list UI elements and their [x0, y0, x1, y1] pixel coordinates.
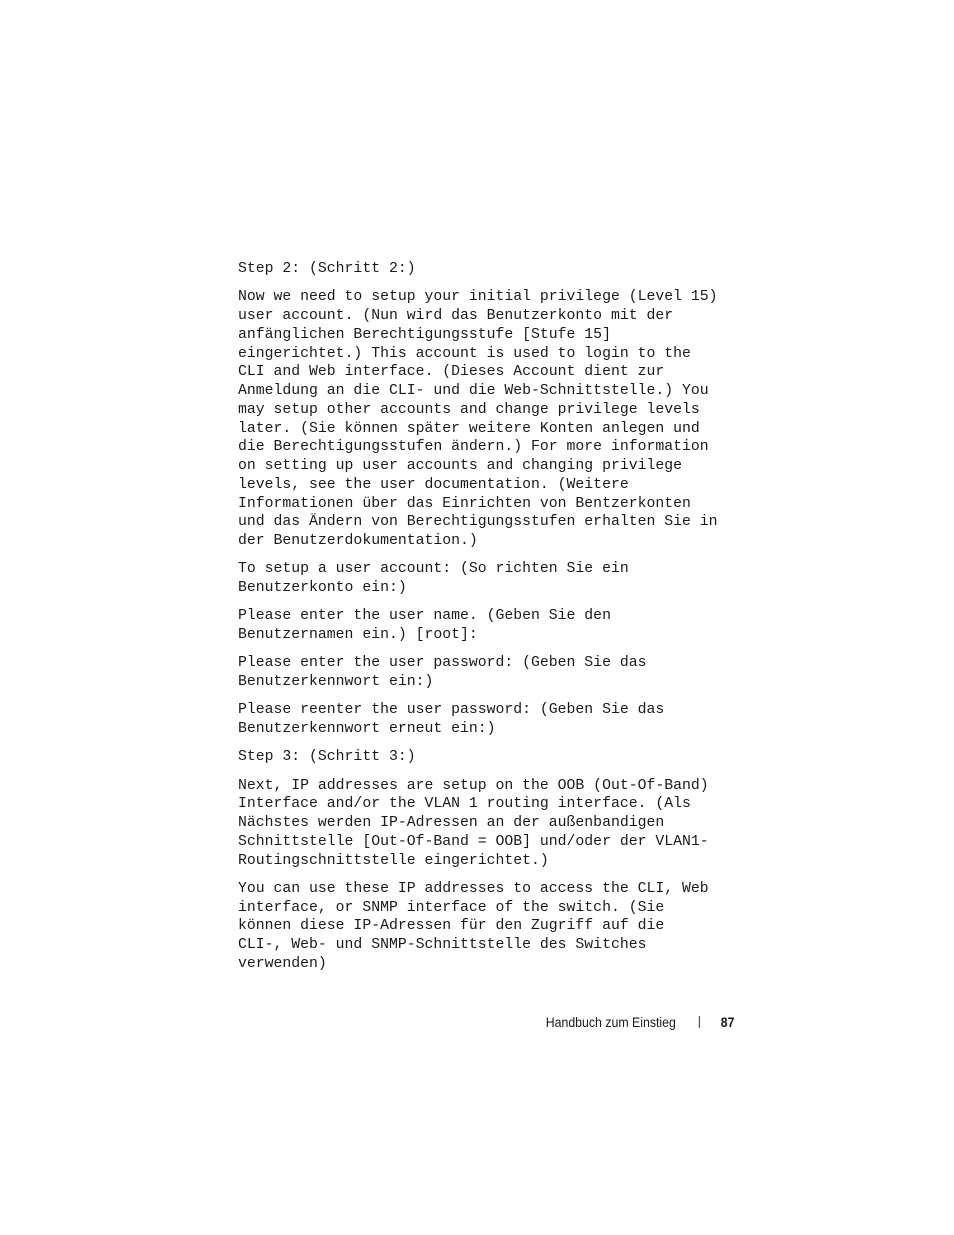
page-footer [545, 1014, 734, 1030]
footer-divider [698, 1016, 699, 1028]
step-2-heading: Step 2: (Schritt 2:) [238, 261, 416, 277]
ip-addresses-paragraph: Next, IP addresses are setup on the OOB (Out-Of-Band) Interface and/or the VLAN 1 routing interface. (Als Nächstes werden IP-Adressen an der außenbandigen Schnittstelle [Out-Of-Band = OOB] und/oder der VLAN1- Routingschnittstelle eingerichtet.) [238, 777, 709, 869]
enter-user-name-prompt: Please enter the user name. (Geben Sie den Benutzernamen ein.) [root]: [238, 608, 611, 643]
page-number: 87 [720, 1014, 734, 1030]
reenter-password-prompt: Please reenter the user password: (Geben Sie das Benutzerkennwort erneut ein:) [238, 702, 665, 737]
privilege-account-paragraph: Now we need to setup your initial privilege (Level 15) user account. (Nun wird das Benutzerkonto mit der anfänglichen Berechtigungsstufe [Stufe 15] eingerichtet.) This account is used to login to the CLI and Web interface. (Dieses Account dient zur Anmeldung an die CLI- und die Web-Schnittstelle.) You may setup other accounts and change privilege levels later. (Sie können später weitere Konten anlegen und die Berechtigungsstufen ändern.) For more information on setting up user accounts and changing privilege levels, see the user documentation. (Weitere Informationen über das Einrichten von Bentzerkonten und das Ändern von Berechtigungsstufen erhalten Sie in der Benutzerdokumentation.) [238, 289, 718, 549]
ip-usage-paragraph: You can use these IP addresses to access the CLI, Web interface, or SNMP interface of the switch. (Sie können diese IP-Adressen für den Zugriff auf die CLI-, Web- und SNMP-Schnittstelle des Switches verwenden) [238, 880, 709, 972]
enter-password-prompt: Please enter the user password: (Geben Sie das Benutzerkennwort ein:) [238, 655, 647, 690]
setup-user-account-line: To setup a user account: (So richten Sie ein Benutzerkonto ein:) [238, 561, 629, 596]
step-3-heading: Step 3: (Schritt 3:) [238, 749, 416, 766]
footer-title: Handbuch zum Einstieg [545, 1014, 676, 1030]
page-body [238, 260, 758, 983]
